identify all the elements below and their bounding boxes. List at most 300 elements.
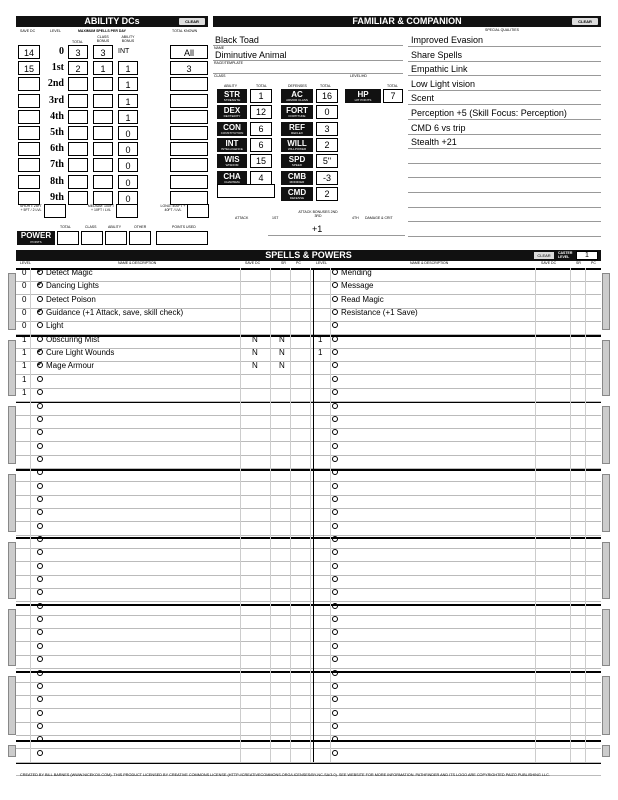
- spell-row[interactable]: [37, 600, 46, 613]
- spell-row[interactable]: [37, 279, 99, 292]
- ability-bonus-box[interactable]: 0: [118, 191, 138, 205]
- spell-row[interactable]: [37, 707, 46, 720]
- prepared-circle-icon[interactable]: [332, 322, 338, 328]
- prepared-circle-icon[interactable]: [332, 616, 338, 622]
- prepared-circle-icon[interactable]: [332, 469, 338, 475]
- total-box[interactable]: [68, 142, 88, 156]
- spell-level: 0: [22, 294, 27, 304]
- power-col-other: OTHER: [134, 225, 147, 229]
- prepared-circle-icon[interactable]: [37, 723, 43, 729]
- power-ability-box[interactable]: [105, 231, 127, 245]
- prepared-circle-icon[interactable]: [37, 536, 43, 542]
- clear-group-right-tab[interactable]: [602, 340, 610, 396]
- special-quality[interactable]: CMD 6 vs trip: [411, 122, 466, 133]
- spell-row[interactable]: [37, 333, 99, 346]
- spell-row-right[interactable]: [332, 386, 341, 399]
- prepared-circle-icon[interactable]: [37, 496, 43, 502]
- defense-value[interactable]: 0: [316, 105, 338, 119]
- spell-row-right[interactable]: [332, 533, 341, 546]
- power-total-box[interactable]: [57, 231, 79, 245]
- clear-group-right-tab[interactable]: [602, 745, 610, 757]
- spell-row[interactable]: [37, 480, 46, 493]
- attack-value[interactable]: +1: [312, 224, 323, 234]
- spell-row-right[interactable]: [332, 733, 341, 746]
- group-divider: [16, 469, 601, 471]
- clear-group-left-tab[interactable]: [8, 609, 16, 666]
- spell-row[interactable]: [37, 626, 46, 639]
- ability-title: ABILITY DCs: [84, 16, 140, 26]
- col-max-spells: MAXIMUM SPELLS PER DAY: [78, 29, 126, 33]
- stat-value[interactable]: 6: [250, 122, 272, 136]
- stat-value[interactable]: 4: [250, 171, 272, 185]
- ability-bonus-box[interactable]: 0: [118, 175, 138, 189]
- prepared-circle-icon[interactable]: [37, 523, 43, 529]
- prepared-check-icon[interactable]: [37, 269, 43, 275]
- total-box[interactable]: 3: [68, 45, 88, 59]
- dc-box[interactable]: [18, 94, 40, 108]
- clear-group-right-tab[interactable]: [602, 542, 610, 599]
- spell-row-right[interactable]: [332, 693, 341, 706]
- spell-row-right[interactable]: [332, 493, 341, 506]
- dc-box[interactable]: 15: [18, 61, 40, 75]
- row-line: [16, 415, 601, 416]
- prepared-circle-icon[interactable]: [37, 483, 43, 489]
- class-bonus-box[interactable]: [93, 126, 113, 140]
- prepared-circle-icon[interactable]: [37, 376, 43, 382]
- clear-group-right-tab[interactable]: [602, 676, 610, 735]
- clear-group-left-tab[interactable]: [8, 745, 16, 757]
- prepared-circle-icon[interactable]: [332, 696, 338, 702]
- prepared-circle-icon[interactable]: [332, 643, 338, 649]
- total-box[interactable]: [68, 158, 88, 172]
- clear-group-left-tab[interactable]: [8, 542, 16, 599]
- prepared-circle-icon[interactable]: [332, 576, 338, 582]
- prepared-circle-icon[interactable]: [37, 576, 43, 582]
- clear-group-left-tab[interactable]: [8, 406, 16, 464]
- prepared-circle-icon[interactable]: [332, 549, 338, 555]
- stat-value[interactable]: 12: [250, 105, 272, 119]
- special-quality[interactable]: Stealth +21: [411, 137, 457, 148]
- prepared-circle-icon[interactable]: [37, 563, 43, 569]
- prepared-circle-icon[interactable]: [37, 710, 43, 716]
- prepared-check-icon[interactable]: [37, 309, 43, 315]
- prepared-circle-icon[interactable]: [332, 563, 338, 569]
- prepared-circle-icon[interactable]: [37, 549, 43, 555]
- spell-row[interactable]: [37, 413, 46, 426]
- special-quality[interactable]: Low Light vision: [411, 78, 476, 89]
- total-box[interactable]: [68, 126, 88, 140]
- prepared-circle-icon[interactable]: [332, 403, 338, 409]
- level-label: 4th: [50, 110, 64, 122]
- spell-row-right[interactable]: [332, 546, 341, 559]
- known-box[interactable]: All: [170, 45, 208, 59]
- prepared-circle-icon[interactable]: [37, 656, 43, 662]
- clear-group-left-tab[interactable]: [8, 340, 16, 396]
- known-box[interactable]: [170, 191, 208, 205]
- prepared-circle-icon[interactable]: [37, 389, 43, 395]
- prepared-circle-icon[interactable]: [332, 723, 338, 729]
- ability-bonus-box[interactable]: 1: [118, 110, 138, 124]
- spell-row[interactable]: [37, 573, 46, 586]
- total-box[interactable]: [68, 191, 88, 205]
- spell-row[interactable]: [37, 546, 46, 559]
- row-line: [16, 682, 601, 683]
- spell-row-right[interactable]: [332, 440, 341, 453]
- spell-sr: N: [252, 348, 258, 358]
- prepared-circle-icon[interactable]: [37, 509, 43, 515]
- spell-row[interactable]: [37, 386, 46, 399]
- defense-name: FORT: [286, 106, 308, 116]
- spell-row[interactable]: [37, 613, 46, 626]
- spell-row-right[interactable]: [332, 680, 341, 693]
- prepared-circle-icon[interactable]: [37, 736, 43, 742]
- ability-clear-button[interactable]: CLEAR: [179, 18, 205, 25]
- power-other-box[interactable]: [129, 231, 151, 245]
- spell-name: Detect Magic: [46, 268, 93, 277]
- spell-row[interactable]: [37, 400, 46, 413]
- spell-row-right[interactable]: [332, 520, 341, 533]
- stat-sub: DEXTERITY: [223, 114, 241, 119]
- class-line: [213, 73, 403, 74]
- ability-bonus-box[interactable]: 0: [118, 142, 138, 156]
- spell-row-right[interactable]: [332, 480, 341, 493]
- spell-row[interactable]: [37, 506, 46, 519]
- spell-row[interactable]: [37, 293, 96, 306]
- prepared-circle-icon[interactable]: [332, 336, 338, 342]
- prepared-circle-icon[interactable]: [37, 336, 43, 342]
- spell-row-right[interactable]: [332, 466, 341, 479]
- prepared-circle-icon[interactable]: [37, 670, 43, 676]
- ability-header: [16, 16, 208, 27]
- prepared-circle-icon[interactable]: [332, 523, 338, 529]
- prepared-circle-icon[interactable]: [332, 750, 338, 756]
- range-short-box[interactable]: [44, 204, 66, 218]
- prepared-circle-icon[interactable]: [332, 296, 338, 302]
- prepared-circle-icon[interactable]: [37, 469, 43, 475]
- spell-row[interactable]: [37, 453, 46, 466]
- total-box[interactable]: 2: [68, 61, 88, 75]
- ability-bonus-box[interactable]: 0: [118, 158, 138, 172]
- prepared-circle-icon[interactable]: [332, 349, 338, 355]
- spell-row[interactable]: [37, 306, 183, 319]
- hp-value[interactable]: 7: [383, 89, 403, 103]
- power-col-total: TOTAL: [60, 225, 71, 229]
- prepared-circle-icon[interactable]: [332, 670, 338, 676]
- class-bonus-box[interactable]: [93, 94, 113, 108]
- prepared-circle-icon[interactable]: [332, 443, 338, 449]
- row-line: [16, 695, 601, 696]
- prepared-circle-icon[interactable]: [332, 536, 338, 542]
- clear-group-right-tab[interactable]: [602, 474, 610, 532]
- ability-bonus-box[interactable]: 1: [118, 94, 138, 108]
- special-quality[interactable]: Perception +5 (Skill Focus: Perception): [411, 108, 567, 118]
- class-bonus-box[interactable]: 1: [93, 61, 113, 75]
- spell-row-right[interactable]: [332, 640, 341, 653]
- dc-box[interactable]: [18, 110, 40, 124]
- spell-row-right[interactable]: [332, 600, 341, 613]
- spell-row[interactable]: [37, 520, 46, 533]
- stat-sub: INTELLIGENCE: [221, 146, 243, 151]
- spell-row-right[interactable]: [332, 573, 341, 586]
- known-box[interactable]: [170, 77, 208, 91]
- spell-row-right[interactable]: [332, 319, 341, 332]
- prepared-circle-icon[interactable]: [332, 603, 338, 609]
- caster-level-value[interactable]: 1: [576, 251, 598, 260]
- spell-row-right[interactable]: [332, 293, 384, 306]
- prepared-circle-icon[interactable]: [332, 309, 338, 315]
- special-quality[interactable]: Empathic Link: [411, 64, 468, 75]
- prepared-circle-icon[interactable]: [37, 443, 43, 449]
- clear-group-right-tab[interactable]: [602, 273, 610, 330]
- special-quality[interactable]: Scent: [411, 93, 435, 104]
- dc-box[interactable]: 14: [18, 45, 40, 59]
- class-bonus-box[interactable]: [93, 110, 113, 124]
- spell-row[interactable]: [37, 733, 46, 746]
- range-long-box[interactable]: [187, 204, 209, 218]
- dc-box[interactable]: [18, 142, 40, 156]
- col-line: [310, 268, 311, 762]
- class-bonus-box[interactable]: 3: [93, 45, 113, 59]
- prepared-circle-icon[interactable]: [37, 296, 43, 302]
- known-box[interactable]: [170, 110, 208, 124]
- familiar-race[interactable]: Diminutive Animal: [215, 50, 287, 60]
- prepared-circle-icon[interactable]: [37, 322, 43, 328]
- col-save-dc: SAVE DC: [20, 29, 36, 33]
- spell-row-right[interactable]: [332, 346, 341, 359]
- class-bonus-box[interactable]: [93, 77, 113, 91]
- name-line: [213, 45, 403, 46]
- prepared-circle-icon[interactable]: [332, 456, 338, 462]
- defense-value[interactable]: 2: [316, 187, 338, 201]
- row-line: [16, 521, 601, 522]
- spell-row-right[interactable]: [332, 560, 341, 573]
- known-box[interactable]: [170, 126, 208, 140]
- prepared-circle-icon[interactable]: [37, 403, 43, 409]
- total-box[interactable]: [68, 110, 88, 124]
- spell-sr: N: [252, 334, 258, 344]
- prepared-circle-icon[interactable]: [37, 589, 43, 595]
- spell-row[interactable]: [37, 680, 46, 693]
- dc-box[interactable]: [18, 158, 40, 172]
- known-box[interactable]: 3: [170, 61, 208, 75]
- total-box[interactable]: [68, 94, 88, 108]
- clear-group-left-tab[interactable]: [8, 676, 16, 735]
- prepared-circle-icon[interactable]: [332, 429, 338, 435]
- spell-row[interactable]: [37, 667, 46, 680]
- spell-row-right[interactable]: [332, 279, 373, 292]
- spell-row[interactable]: [37, 560, 46, 573]
- stat-value[interactable]: 1: [250, 89, 272, 103]
- spell-row-right[interactable]: [332, 373, 341, 386]
- spell-row[interactable]: [37, 466, 46, 479]
- clear-group-left-tab[interactable]: [8, 474, 16, 532]
- range-short: SHORT: 25FT + 5FT / 2 LVL: [20, 204, 42, 212]
- clear-group-left-tab[interactable]: [8, 273, 16, 330]
- prepared-circle-icon[interactable]: [332, 509, 338, 515]
- clear-group-right-tab[interactable]: [602, 609, 610, 666]
- spell-row[interactable]: [37, 373, 46, 386]
- prepared-circle-icon[interactable]: [37, 683, 43, 689]
- sub-total: TOTAL: [72, 40, 83, 44]
- known-box[interactable]: [170, 158, 208, 172]
- prepared-circle-icon[interactable]: [332, 710, 338, 716]
- level-label: 2nd: [47, 78, 64, 90]
- range-medium-box[interactable]: [116, 204, 138, 218]
- familiar-clear-button[interactable]: CLEAR: [572, 18, 598, 25]
- spell-row-right[interactable]: [332, 413, 341, 426]
- prepared-circle-icon[interactable]: [332, 389, 338, 395]
- stat-value[interactable]: 15: [250, 154, 272, 168]
- spell-row-right[interactable]: [332, 333, 341, 346]
- prepared-circle-icon[interactable]: [37, 603, 43, 609]
- col-line: [240, 268, 241, 762]
- familiar-name[interactable]: Black Toad: [215, 35, 259, 45]
- row-line: [16, 334, 601, 335]
- class-bonus-box[interactable]: [93, 158, 113, 172]
- prepared-check-icon[interactable]: [37, 349, 43, 355]
- extra-ability-box[interactable]: [217, 184, 275, 198]
- prepared-circle-icon[interactable]: [332, 736, 338, 742]
- spell-row-right[interactable]: [332, 653, 341, 666]
- spell-row-right[interactable]: [332, 747, 341, 760]
- spell-row[interactable]: [37, 586, 46, 599]
- prepared-circle-icon[interactable]: [37, 416, 43, 422]
- known-box[interactable]: [170, 175, 208, 189]
- dc-box[interactable]: [18, 191, 40, 205]
- defense-value[interactable]: -3: [316, 171, 338, 185]
- defense-value[interactable]: 16: [316, 89, 338, 103]
- row-line: [16, 615, 601, 616]
- prepared-circle-icon[interactable]: [332, 629, 338, 635]
- power-used-box[interactable]: [156, 231, 208, 245]
- class-bonus-box[interactable]: [93, 191, 113, 205]
- col-line: [570, 268, 571, 762]
- spell-row-right[interactable]: [332, 613, 341, 626]
- spell-row[interactable]: [37, 266, 93, 279]
- spell-row-right[interactable]: [332, 359, 341, 372]
- spell-row-right[interactable]: [332, 626, 341, 639]
- spell-row[interactable]: [37, 493, 46, 506]
- spell-row[interactable]: [37, 440, 46, 453]
- prepared-circle-icon[interactable]: [332, 656, 338, 662]
- prepared-circle-icon[interactable]: [332, 269, 338, 275]
- quality-line: [408, 75, 601, 76]
- spell-row[interactable]: [37, 720, 46, 733]
- stat-name: STR: [224, 90, 240, 99]
- dc-box[interactable]: [18, 175, 40, 189]
- known-box[interactable]: [170, 94, 208, 108]
- spell-row-right[interactable]: [332, 720, 341, 733]
- prepared-circle-icon[interactable]: [37, 643, 43, 649]
- col-line: [535, 268, 536, 762]
- ability-bonus-box[interactable]: 1: [118, 77, 138, 91]
- range-medium: MEDIUM: 100FT + 10FT / LVL: [87, 204, 115, 212]
- stat-value[interactable]: 6: [250, 138, 272, 152]
- power-sub: POINTS: [30, 240, 42, 244]
- power-class-box[interactable]: [81, 231, 103, 245]
- prepared-circle-icon[interactable]: [37, 616, 43, 622]
- prepared-circle-icon[interactable]: [332, 589, 338, 595]
- spell-row[interactable]: [37, 346, 114, 359]
- prepared-circle-icon[interactable]: [332, 416, 338, 422]
- spell-row[interactable]: [37, 693, 46, 706]
- spell-row-right[interactable]: [332, 707, 341, 720]
- known-box[interactable]: [170, 142, 208, 156]
- spell-row[interactable]: [37, 426, 46, 439]
- total-box[interactable]: [68, 175, 88, 189]
- defense-value[interactable]: 2: [316, 138, 338, 152]
- spell-row-right[interactable]: [332, 426, 341, 439]
- row-line: [16, 748, 601, 749]
- prepared-circle-icon[interactable]: [332, 496, 338, 502]
- spell-row-right[interactable]: [332, 306, 418, 319]
- spell-row[interactable]: [37, 653, 46, 666]
- spell-row[interactable]: [37, 747, 46, 760]
- total-box[interactable]: [68, 77, 88, 91]
- spell-row-right[interactable]: [332, 586, 341, 599]
- class-bonus-box[interactable]: [93, 175, 113, 189]
- spell-name: Light: [46, 321, 64, 331]
- special-quality[interactable]: Improved Evasion: [411, 35, 484, 45]
- familiar-title: FAMILIAR & COMPANION: [352, 16, 462, 26]
- spell-row-right[interactable]: [332, 266, 372, 279]
- special-quality[interactable]: Share Spells: [411, 49, 463, 60]
- spells-clear-button[interactable]: CLEAR: [534, 252, 554, 259]
- prepared-circle-icon[interactable]: [37, 456, 43, 462]
- prepared-circle-icon[interactable]: [332, 376, 338, 382]
- ability-bonus-box[interactable]: 0: [118, 126, 138, 140]
- prepared-circle-icon[interactable]: [37, 429, 43, 435]
- prepared-circle-icon[interactable]: [332, 282, 338, 288]
- stat-name: INT: [225, 138, 239, 148]
- prepared-check-icon[interactable]: [37, 282, 43, 288]
- spell-row[interactable]: [37, 319, 63, 332]
- dc-box[interactable]: [18, 77, 40, 91]
- prepared-circle-icon[interactable]: [37, 750, 43, 756]
- prepared-circle-icon[interactable]: [332, 362, 338, 368]
- stat-name: CHA: [223, 171, 241, 181]
- defense-value[interactable]: 5": [316, 154, 338, 168]
- prepared-check-icon[interactable]: [37, 362, 43, 368]
- spell-row[interactable]: [37, 640, 46, 653]
- spell-row[interactable]: [37, 359, 94, 372]
- spell-row-right[interactable]: [332, 667, 341, 680]
- quality-line: [408, 104, 601, 105]
- defense-value[interactable]: 3: [316, 122, 338, 136]
- spell-row-right[interactable]: [332, 453, 341, 466]
- prepared-circle-icon[interactable]: [332, 683, 338, 689]
- power-col-used: POINTS USED: [172, 225, 196, 229]
- prepared-circle-icon[interactable]: [332, 483, 338, 489]
- spell-level: 1: [22, 388, 27, 398]
- clear-group-right-tab[interactable]: [602, 406, 610, 464]
- spell-row-right[interactable]: [332, 506, 341, 519]
- prepared-circle-icon[interactable]: [37, 696, 43, 702]
- prepared-circle-icon[interactable]: [37, 629, 43, 635]
- ability-bonus-box[interactable]: INT: [118, 45, 138, 59]
- dc-box[interactable]: [18, 126, 40, 140]
- defense-sub: WILLPOWER: [287, 146, 307, 151]
- row-line: [16, 428, 601, 429]
- spell-level: 0: [22, 308, 27, 318]
- hp-title: HP: [357, 90, 369, 99]
- spell-row[interactable]: [37, 533, 46, 546]
- quality-line: [408, 46, 601, 47]
- spell-row-right[interactable]: [332, 400, 341, 413]
- row-line: [16, 455, 601, 456]
- class-bonus-box[interactable]: [93, 142, 113, 156]
- ability-bonus-box[interactable]: 1: [118, 61, 138, 75]
